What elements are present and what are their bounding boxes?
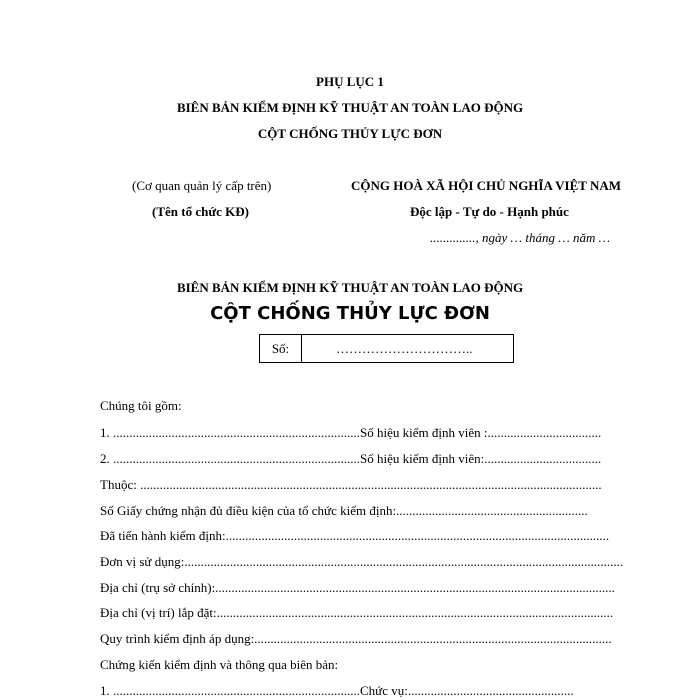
date-line: .............., ngày … tháng … năm …	[430, 230, 611, 245]
witness-heading: Chứng kiến kiểm định và thông qua biên bản:	[100, 657, 339, 672]
country-name: CỘNG HOÀ XÃ HỘI CHỦ NGHĨA VIỆT NAM	[351, 178, 622, 193]
witness-line-1: 1. ............................................................................Chức vụ:...................................................	[100, 683, 574, 698]
inspector-line-1: 1. ............................................................................Số hiệu kiểm định viên :...................................	[100, 425, 602, 440]
header-title-line2: CỘT CHỐNG THỦY LỰC ĐƠN	[257, 126, 443, 141]
appendix-label: PHỤ LỤC 1	[316, 74, 384, 89]
header-title-line1: BIÊN BẢN KIỂM ĐỊNH KỸ THUẬT AN TOÀN LAO ĐỘNG	[176, 100, 524, 115]
document-subtitle: CỘT CHỐNG THỦY LỰC ĐƠN	[210, 303, 490, 324]
superior-agency: (Cơ quan quản lý cấp trên)	[132, 178, 272, 193]
number-value: …………………………..	[336, 340, 473, 356]
belongs-line: Thuộc: ..............................................................................................................................................	[100, 477, 602, 492]
intro-line: Chúng tôi gồm:	[100, 398, 182, 413]
number-label: Số:	[260, 335, 302, 362]
document-number-box	[259, 334, 514, 363]
user-unit-line: Đơn vị sử dụng:.......................................................................................................................................	[100, 554, 624, 569]
inspector-line-2: 2. ............................................................................Số hiệu kiểm định viên:....................................	[100, 451, 602, 466]
document-title: BIÊN BẢN KIỂM ĐỊNH KỸ THUẬT AN TOÀN LAO ĐỘNG	[176, 280, 524, 295]
procedure-line: Quy trình kiểm định áp dụng:..............................................................................................................	[100, 631, 612, 646]
national-motto: Độc lập - Tự do - Hạnh phúc	[410, 204, 569, 219]
location-line: Địa chỉ (vị trí) lắp đặt:..........................................................................................................................	[100, 605, 614, 620]
organization-name: (Tên tổ chức KĐ)	[152, 204, 249, 219]
certificate-line: Số Giấy chứng nhận đủ điều kiện của tổ chức kiểm định:...........................................................	[100, 503, 588, 518]
address-line: Địa chỉ (trụ sở chính):...........................................................................................................................	[100, 580, 615, 595]
performed-line: Đã tiến hành kiểm định:......................................................................................................................	[100, 528, 610, 543]
